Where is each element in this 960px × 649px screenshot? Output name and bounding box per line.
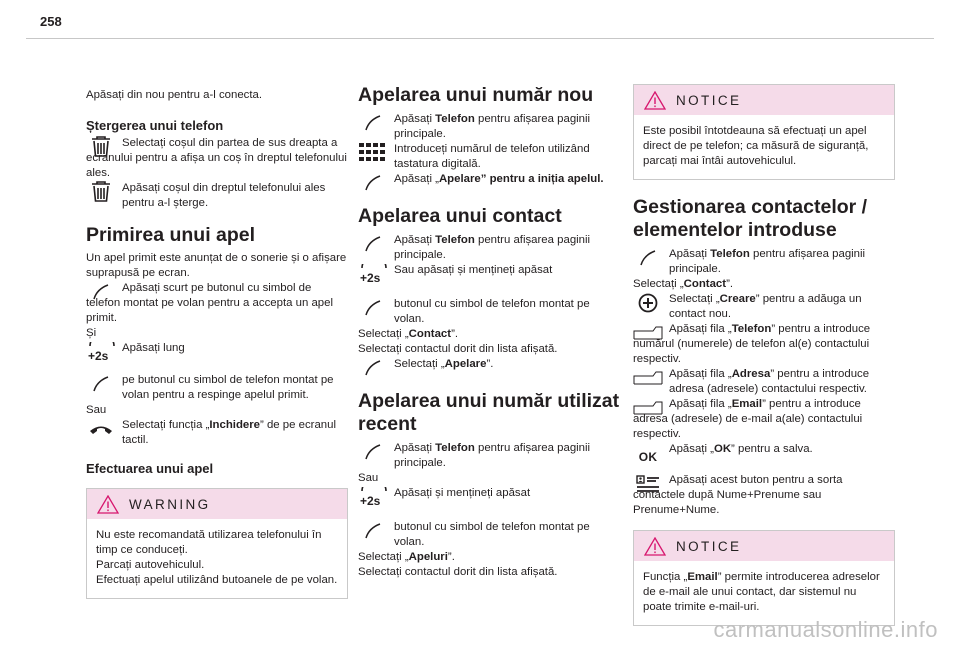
ok-label-icon: OK [638,449,658,464]
pen-touch-icon [358,520,388,542]
manage-step-4: Apăsați fila „Telefon” pentru a introduce numărul (numerele) de telefon al(e) contactului respectiv. [633,323,871,365]
manage-step-3: Selectați „Creare” pentru a adăuga un contact nou. [633,292,895,322]
manage-step-2: Selectați „Contact”. [633,278,734,290]
recent-step-1: Apăsați Telefon pentru afișarea paginii principale. [358,441,620,471]
manage-step-1: Apăsați Telefon pentru afișarea paginii principale. [633,247,895,277]
delete-step-1: Selectați coșul din partea de sus dreapta a ecranului pentru a afișa un coș în dreptul telefonului ales. [86,137,347,179]
svg-text:+2s: +2s [360,271,381,285]
manage-step-6: Apăsați fila „Email” pentru a introduce adresa (adresele) de e-mail a(ale) contactului respectiv. [633,398,863,440]
pen-touch-icon [358,297,388,319]
manage-step-7: OK Apăsați „OK” pentru a salva. [633,442,895,470]
notice-title-1: NOTICE [676,92,742,108]
add-circle-icon [633,292,663,314]
plus-two-seconds-icon [358,263,390,289]
pen-touch-icon [358,357,388,379]
long-press-row: +2s Apăsați lung [86,341,348,369]
pen-touch-icon [86,373,116,395]
manage-contacts-heading: Gestionarea contactelor / elementelor introduse [633,196,868,241]
recent-step-4: Selectați „Apeluri”. [358,551,455,563]
trash-icon [86,181,116,203]
pen-touch-icon [86,281,116,303]
svg-text:+2s: +2s [88,349,109,363]
warning-header [87,489,347,519]
call-recent-heading: Apelarea unui număr utilizat recent [358,390,620,435]
contact-step-6: Selectați „Apelare”. [358,357,620,372]
new-number-step-2: Introduceți numărul de telefon utilizând tastatura digitală. [358,142,620,172]
trash-icon [86,136,116,158]
receive-call-heading: Primirea unui apel [86,224,256,246]
plus-two-seconds-icon [358,486,390,512]
manage-step-5: Apăsați fila „Adresa” pentru a introduce adresa (adresele) contactului respectiv. [633,367,895,397]
sort-contacts-icon [633,473,663,495]
tab-icon [633,322,663,344]
hang-up-icon [86,418,116,440]
recent-step-5: Selectați contactul dorit din lista afișată. [358,566,558,578]
contact-step-5: Selectați contactul dorit din lista afișată. [358,343,558,355]
warning-triangle-icon [97,495,119,514]
pen-touch-icon [358,112,388,134]
new-number-step-1: Apăsați Telefon pentru afișarea paginii principale. [358,112,620,142]
column-3 [633,82,895,626]
recent-step-3: butonul cu simbol de telefon montat pe volan. [358,520,620,550]
warning-title: WARNING [129,496,211,512]
page-number: 258 [40,14,62,29]
tab-icon [633,397,663,419]
notice-title-2: NOTICE [676,538,742,554]
end-call-step: Selectați funcția „Inchidere” de pe ecranul tactil. [86,418,348,448]
pen-touch-icon [358,172,388,194]
pen-touch-icon [633,247,663,269]
svg-text:+2s: +2s [360,494,381,508]
new-number-heading: Apelarea unui număr nou [358,84,594,106]
or-text: Sau [86,404,107,416]
receive-intro: Un apel primit este anunțat de o sonerie și o afișare suprapusă pe ecran. [86,252,347,279]
notice-box-2 [633,530,895,626]
notice-header-1 [634,85,894,115]
column-1 [86,82,348,599]
manage-step-8: Apăsați acest buton pentru a sorta contactele după Nume+Prenume sau Prenume+Nume. [633,474,843,516]
pen-touch-icon [358,233,388,255]
notice-body-2: Funcția „Email” permite introducerea adreselor de e-mail ale unui contact, dar sistemul nu poate trimite e-mail-uri. [643,571,880,613]
or-text: Sau [358,472,379,484]
receive-step-1: Apăsați scurt pe butonul cu simbol de telefon montat pe volan pentru a accepta un apel primit. [86,282,333,324]
warning-triangle-icon [644,537,666,556]
contact-step-4: Selectați „Contact”. [358,328,459,340]
contact-step-3: butonul cu simbol de telefon montat pe volan. [358,297,620,327]
notice-box-1 [633,84,895,180]
delete-phone-heading: Ștergerea unui telefon [86,118,224,133]
recent-step-2: +2s Apăsați și mențineți apăsat [358,486,620,514]
warning-body: Nu este recomandată utilizarea telefonului în timp ce conduceți. Parcați autovehiculul. Efectuați apelul utilizând butoanele de pe volan. [96,529,338,586]
warning-box [86,488,348,599]
contact-step-2: +2s Sau apăsați și mențineți apăsat [358,263,620,291]
warning-triangle-icon [644,91,666,110]
contact-step-1: Apăsați Telefon pentru afișarea paginii principale. [358,233,620,263]
notice-body-1: Este posibil întotdeauna să efectuați un apel direct de pe telefon; ca măsură de siguranță, parcați mai întâi autovehiculul. [643,125,869,167]
notice-header-2 [634,531,894,561]
plus-two-seconds-icon [86,341,118,367]
pen-touch-icon [358,441,388,463]
new-number-step-3: Apăsați „Apelare” pentru a iniția apelul. [358,172,620,187]
call-contact-heading: Apelarea unui contact [358,205,562,227]
keypad-grid-icon [358,142,388,164]
tab-icon [633,367,663,389]
delete-step-2: Apăsați coșul din dreptul telefonului ales pentru a-l șterge. [86,181,348,211]
reject-step: pe butonul cu simbol de telefon montat pe volan pentru a respinge apelul primit. [86,373,348,403]
header-divider [26,38,934,39]
intro-text: Apăsați din nou pentru a-l conecta. [86,89,263,101]
make-call-heading: Efectuarea unui apel [86,461,214,476]
column-2 [358,82,620,580]
watermark: carmanualsonline.info [713,617,938,642]
and-text: Și [86,327,97,339]
